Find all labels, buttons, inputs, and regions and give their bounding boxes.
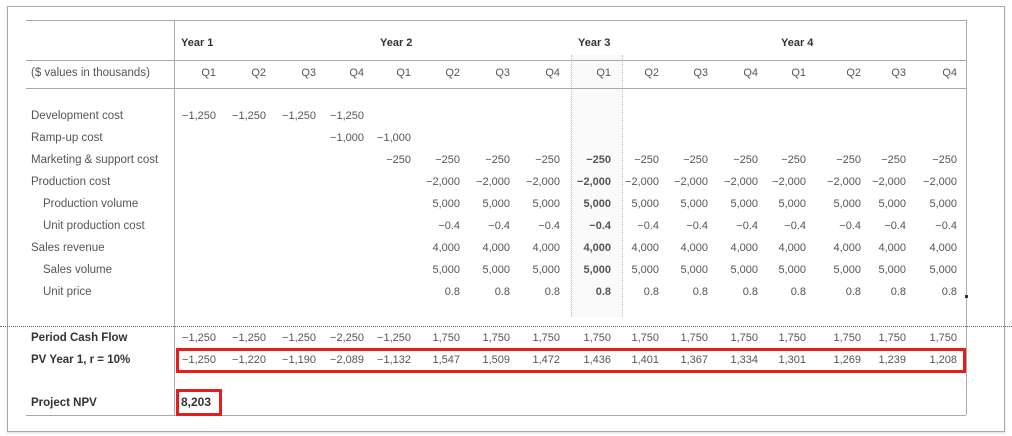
summary-cell: 1,750	[878, 332, 906, 344]
quarter-header: Q3	[495, 67, 510, 79]
table-cell: −0.4	[538, 220, 560, 232]
table-cell: 5,000	[482, 264, 510, 276]
year-header: Year 4	[781, 37, 814, 49]
summary-cell: 1,750	[631, 332, 659, 344]
row-label: Marketing & support cost	[31, 154, 159, 166]
quarter-header: Q1	[396, 67, 411, 79]
table-cell: −0.4	[935, 220, 957, 232]
top-divider	[26, 20, 966, 21]
summary-cell: −1,190	[282, 354, 316, 366]
npv-label: Project NPV	[31, 397, 97, 409]
table-cell: −2,000	[526, 176, 560, 188]
table-cell: 5,000	[878, 264, 906, 276]
table-cell: −0.4	[839, 220, 861, 232]
table-cell: −250	[485, 154, 510, 166]
quarter-header: Q4	[545, 67, 560, 79]
year-header: Year 3	[578, 37, 611, 49]
quarter-header: Q3	[891, 67, 906, 79]
table-cell: 5,000	[778, 198, 806, 210]
table-cell: 5,000	[532, 264, 560, 276]
table-cell: −2,000	[674, 176, 708, 188]
summary-cell: 1,472	[532, 354, 560, 366]
table-cell: −2,000	[577, 176, 611, 188]
quarter-header: Q1	[201, 67, 216, 79]
summary-cell: 1,334	[730, 354, 758, 366]
table-cell: 5,000	[432, 264, 460, 276]
row-label: Sales revenue	[31, 242, 105, 254]
table-cell: 5,000	[432, 198, 460, 210]
quarter-header: Q2	[644, 67, 659, 79]
table-cell: 0.8	[444, 286, 460, 298]
table-cell: 4,000	[583, 242, 611, 254]
table-cell: −2,000	[625, 176, 659, 188]
quarter-header: Q2	[251, 67, 266, 79]
table-cell: 4,000	[730, 242, 758, 254]
table-cell: 4,000	[833, 242, 861, 254]
summary-cell: 1,547	[432, 354, 460, 366]
summary-label: PV Year 1, r = 10%	[31, 354, 131, 366]
table-cell: 0.8	[595, 286, 611, 298]
table-cell: 5,000	[833, 198, 861, 210]
table-cell: 5,000	[532, 198, 560, 210]
table-cell: 4,000	[680, 242, 708, 254]
summary-cell: −2,089	[330, 354, 364, 366]
summary-label: Period Cash Flow	[31, 332, 128, 344]
table-cell: 0.8	[890, 286, 906, 298]
row-label: Development cost	[31, 110, 124, 122]
table-cell: 5,000	[631, 264, 659, 276]
table-cell: −2,000	[476, 176, 510, 188]
table-cell: 4,000	[631, 242, 659, 254]
summary-cell: 1,750	[730, 332, 758, 344]
table-cell: −2,000	[872, 176, 906, 188]
table-cell: −250	[836, 154, 861, 166]
table-cell: −0.4	[736, 220, 758, 232]
row-label: Production cost	[31, 176, 111, 188]
table-cell: −250	[386, 154, 411, 166]
table-cell: −2,000	[827, 176, 861, 188]
table-cell: 5,000	[583, 198, 611, 210]
header-divider	[26, 60, 966, 61]
table-cell: 5,000	[730, 198, 758, 210]
right-border	[966, 20, 967, 415]
table-cell: 4,000	[532, 242, 560, 254]
table-cell: −2,000	[772, 176, 806, 188]
table-cell: 5,000	[583, 264, 611, 276]
npv-value: 8,203	[181, 395, 212, 409]
table-cell: 5,000	[680, 198, 708, 210]
table-cell: −0.4	[589, 220, 611, 232]
table-cell: 5,000	[929, 264, 957, 276]
summary-cell: −1,250	[232, 332, 266, 344]
summary-cell: 1,750	[583, 332, 611, 344]
summary-cell: −1,250	[182, 354, 216, 366]
summary-cell: 1,750	[532, 332, 560, 344]
row-label: Sales volume	[43, 264, 113, 276]
table-cell: −2,000	[923, 176, 957, 188]
table-cell: 5,000	[631, 198, 659, 210]
table-cell: 4,000	[778, 242, 806, 254]
row-label: Unit price	[43, 286, 92, 298]
table-cell: −0.4	[637, 220, 659, 232]
table-cell: −0.4	[488, 220, 510, 232]
quarter-header: Q2	[846, 67, 861, 79]
summary-cell: −1,250	[182, 332, 216, 344]
table-cell: −250	[535, 154, 560, 166]
table-cell: −0.4	[438, 220, 460, 232]
row-label: Unit production cost	[43, 220, 145, 232]
table-cell: 4,000	[929, 242, 957, 254]
quarter-header: Q1	[596, 67, 611, 79]
table-cell: −2,000	[724, 176, 758, 188]
header-bottom-divider	[26, 88, 966, 89]
summary-cell: −1,132	[377, 354, 411, 366]
summary-cell: 1,750	[680, 332, 708, 344]
quarter-header: Q3	[693, 67, 708, 79]
table-cell: 4,000	[878, 242, 906, 254]
table-cell: −1,250	[330, 110, 364, 122]
summary-cell: 1,750	[778, 332, 806, 344]
table-cell: 5,000	[778, 264, 806, 276]
summary-cell: 1,436	[583, 354, 611, 366]
table-cell: 5,000	[730, 264, 758, 276]
table-cell: 0.8	[742, 286, 758, 298]
quarter-header: Q4	[349, 67, 364, 79]
summary-cell: 1,208	[929, 354, 957, 366]
table-cell: 5,000	[482, 198, 510, 210]
section-separator	[0, 326, 1012, 327]
summary-cell: 1,367	[680, 354, 708, 366]
table-cell: −1,250	[182, 110, 216, 122]
quarter-header: Q1	[791, 67, 806, 79]
table-cell: −250	[634, 154, 659, 166]
summary-cell: 1,750	[833, 332, 861, 344]
table-cell: −250	[781, 154, 806, 166]
table-cell: −1,000	[377, 132, 411, 144]
table-cell: −1,250	[282, 110, 316, 122]
table-cell: −250	[586, 154, 611, 166]
summary-cell: −1,250	[282, 332, 316, 344]
table-cell: 4,000	[482, 242, 510, 254]
quarter-header: Q3	[301, 67, 316, 79]
table-cell: 5,000	[878, 198, 906, 210]
table-cell: −2,000	[426, 176, 460, 188]
table-cell: −0.4	[884, 220, 906, 232]
summary-cell: 1,750	[482, 332, 510, 344]
year-header: Year 1	[181, 37, 214, 49]
bottom-divider	[26, 415, 966, 416]
summary-cell: 1,750	[929, 332, 957, 344]
table-cell: 0.8	[643, 286, 659, 298]
summary-cell: −1,250	[377, 332, 411, 344]
table-cell: −250	[881, 154, 906, 166]
quarter-header: Q4	[743, 67, 758, 79]
quarter-header: Q2	[445, 67, 460, 79]
summary-cell: 1,301	[778, 354, 806, 366]
row-label: Ramp-up cost	[31, 132, 103, 144]
table-cell: −250	[932, 154, 957, 166]
table-cell: −250	[435, 154, 460, 166]
table-cell: −1,250	[232, 110, 266, 122]
table-cell: −0.4	[686, 220, 708, 232]
summary-cell: 1,269	[833, 354, 861, 366]
summary-cell: 1,401	[631, 354, 659, 366]
table-cell: −250	[733, 154, 758, 166]
table-cell: 0.8	[494, 286, 510, 298]
table-cell: −250	[683, 154, 708, 166]
table-cell: 0.8	[544, 286, 560, 298]
summary-cell: 1,750	[432, 332, 460, 344]
stray-dot	[965, 295, 968, 298]
summary-cell: 1,239	[878, 354, 906, 366]
units-label: ($ values in thousands)	[31, 67, 150, 79]
table-cell: 0.8	[790, 286, 806, 298]
table-cell: 5,000	[833, 264, 861, 276]
summary-cell: −1,220	[232, 354, 266, 366]
table-cell: −1,000	[330, 132, 364, 144]
table-cell: 5,000	[680, 264, 708, 276]
row-label: Production volume	[43, 198, 139, 210]
summary-cell: 1,509	[482, 354, 510, 366]
table-cell: 0.8	[692, 286, 708, 298]
table-cell: −0.4	[784, 220, 806, 232]
table-cell: 5,000	[929, 198, 957, 210]
quarter-header: Q4	[942, 67, 957, 79]
table-cell: 4,000	[432, 242, 460, 254]
table-cell: 0.8	[941, 286, 957, 298]
summary-cell: −2,250	[330, 332, 364, 344]
year-header: Year 2	[380, 37, 413, 49]
table-cell: 0.8	[845, 286, 861, 298]
